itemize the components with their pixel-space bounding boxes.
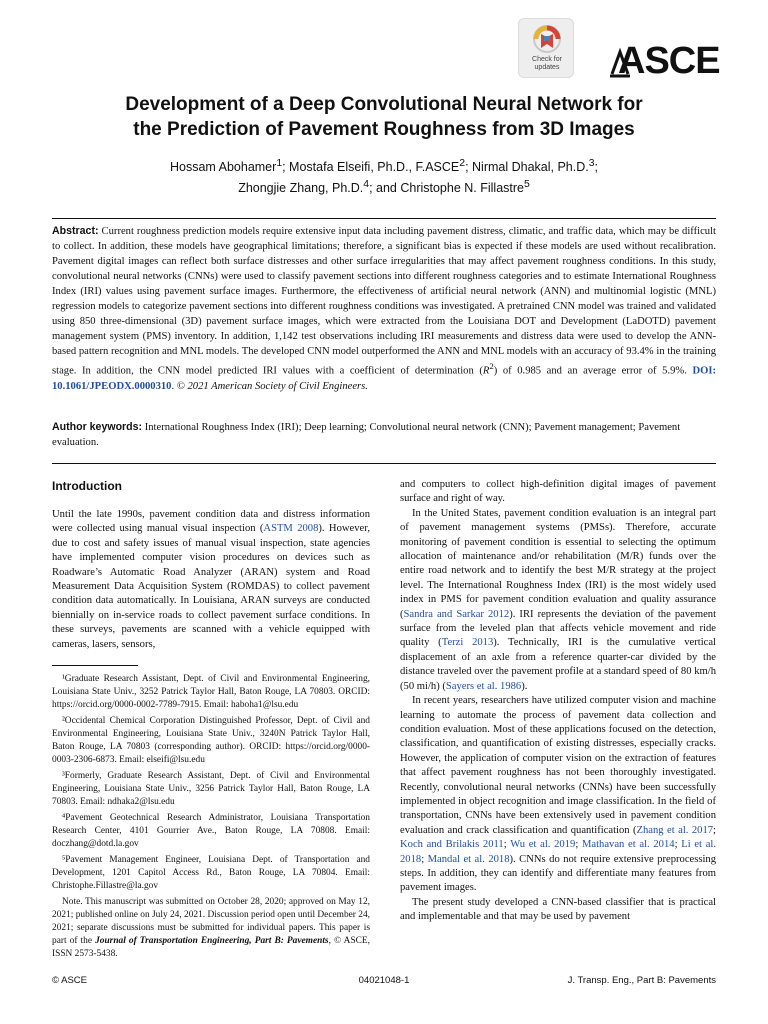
ref-li-2018[interactable]: Li et al. 2018 [400, 839, 717, 865]
page-footer [52, 975, 716, 989]
title-line-1: Development of a Deep Convolutional Neural Network for [125, 94, 643, 115]
footer-copyright: © ASCE [52, 975, 87, 986]
right-paragraph-1: In the United States, pavement condition evaluation is an integral part of pavement management systems (PMSs). Therefore, accurate monitoring of pavement condition is essential to selecting the optimum allocation of maintenance and/or rehabilitation (M/R) funds over the entire road network and to identify the best M/R strategy at the project level. The International Roughness Index (IRI) is the most widely used index in PMS for pavement condition evaluation and quality assurance (Sandra and Sarkar 2012). IRI represents the deviation of the pavement surface from the leveled plan that affects vehicle movement and ride quality (Terzi 2013). Technically, IRI is the cumulative vertical displacement of an axle from a reference quarter-car divided by the distance traveled over the pavement profile at a standard speed of 80 km/h (50 mi/h) (Sayers et al. 1986). [400, 507, 717, 692]
asce-logo [608, 42, 718, 82]
title-line-2: the Prediction of Pavement Roughness from 3D Images [133, 119, 635, 140]
ref-sayers-1986[interactable]: Sayers et al. 1986 [445, 680, 522, 692]
abstract: Abstract: Current roughness prediction models require extensive input data including pavement distress, climatic, and traffic data, which may be difficult to collect. In addition, these models have geographical limitations; therefore, a significant bias is expected if these models are used without recalibration. Pavement digital images can reflect both surface distresses and other surface irregularities that may affect pavement roughness conditions. In this study, convolutional neural networks (CNNs) were used to classify pavement sections into different roughness categories and to estimate International Roughness Index (IRI) values using pavement surface images. Furthermore, the effectiveness of artificial neural network (ANN) and multinomial logistic (MNL) regression models to categorize pavement sections into different roughness conditions was investigated. A pretrained CNN model was trained and validated using 850 three-dimensional (3D) pavement surface images, which were extracted from the Louisiana DOT and Development (LaDOTD) pavement management system (PMS) inventory. In addition, 1,142 test observations including IRI measurements and distress data were used to develop the ANN-based pattern recognition and MNL models. The developed CNN model outperformed the ANN and MNL models with an accuracy of 93.4% in the training stage. In addition, the CNN model predicted IRI values with a coefficient of determination $(R^2)$ of 0.985 and an average error of 5.9%. DOI: 10.1061/JPEODX.0000310. © 2021 American Society of Civil Engineers. [52, 225, 716, 392]
author-line-2: Zhongjie Zhang, Ph.D.$^4$; and Christophe N. Fillastre$^5$ [238, 179, 530, 196]
author-keywords [52, 420, 716, 450]
right-paragraph-0: and computers to collect high-definition digital images of pavement surface and right of way. [400, 479, 716, 505]
footnote-2: ²Occidental Chemical Corporation Distinguished Professor, Dept. of Civil and Environmental Engineering, Louisiana State Univ., 3240N Patrick Taylor Hall, Baton Rouge, LA 70803 (corresponding author). ORCID: https://orcid.org/0000-0003-2306-6873. Email: elseifi@lsu.edu [52, 716, 370, 766]
introduction-heading: Introduction [52, 479, 122, 493]
badge-label: Check for updates [532, 56, 562, 71]
crossmark-icon [532, 24, 562, 54]
abstract-label: Abstract: [52, 225, 99, 237]
footer-article-number: 04021048-1 [358, 975, 410, 986]
footer-journal: J. Transp. Eng., Part B: Pavements [567, 975, 716, 986]
abstract-copyright: © 2021 American Society of Civil Engineers. [176, 380, 368, 392]
footnote-rule [52, 665, 138, 666]
abstract-body: Current roughness prediction models require extensive input data including pavement distress, climatic, and traffic data, which may be difficult to collect. In addition, these models have geographical limitations; therefore, a significant bias is expected if these models are used without recalibration. Pavement digital images can reflect both surface distresses and other surface irregularities that may affect pavement roughness conditions. In this study, convolutional neural networks (CNNs) were used to classify pavement sections into different roughness categories and to estimate International Roughness Index (IRI) values using pavement surface images. Furthermore, the effectiveness of artificial neural network (ANN) and multinomial logistic (MNL) regression models to categorize pavement sections into different roughness conditions was investigated. A pretrained CNN model was trained and validated using 850 three-dimensional (3D) pavement surface images, which were extracted from the Louisiana DOT and Development (LaDOTD) pavement management system (PMS) inventory. In addition, 1,142 test observations including IRI measurements and distress data were used to develop the ANN-based pattern recognition and MNL models. The developed CNN model outperformed the ANN and MNL models with an accuracy of 93.4% in the training stage. In addition, the CNN model predicted IRI values with a coefficient of determination ( [52, 226, 716, 377]
paper-title [40, 92, 728, 142]
ref-wu-2019[interactable]: Wu et al. 2019 [510, 839, 576, 851]
check-for-updates-badge[interactable] [518, 18, 574, 78]
intro-paragraph-1: Until the late 1990s, pavement condition data and distress information were collected using manual visual inspection (ASTM 2008). However, due to cost and safety issues of manual visual inspection, state agencies have implemented computer vision procedures on devices such as Roadware’s Automatic Road Analyzer (ARAN) system and Road Measurement Data Acquisition System (ROMDAS) to collect pavement condition data automatically. In Louisiana, ARAN surveys are conducted biennially on in-service roads to collect pavement surface conditions. In these surveys, pavements are scanned with a vehicle equipped with cameras, lasers, sensors, [52, 509, 370, 650]
asce-logo-text: ASCE [618, 40, 720, 82]
abstract-top-rule [52, 218, 716, 219]
ref-terzi-2013[interactable]: Terzi 2013 [441, 637, 494, 649]
ref-astm-2008[interactable]: ASTM 2008 [263, 523, 319, 535]
right-paragraph-2: In recent years, researchers have utilized computer vision and machine learning to automate the process of pavement data collection and condition evaluation. Most of these applications focused on the detection, classification, and quantification of existing distresses, especially cracks. However, the application of computer vision on the extraction of features that affect pavement roughness has not been thoroughly investigated. Recently, convolutional neural networks (CNNs) have been successfully implemented in object recognition and image classification. In the field of transportation, CNNs have been extensively used in pavement condition evaluation and crack classification and quantification (Zhang et al. 2017; Koch and Brilakis 2011; Wu et al. 2019; Mathavan et al. 2014; Li et al. 2018; Mandal et al. 2018). CNNs do not require extensive preprocessing steps. In addition, they can identify and differentiate many features from pavement images. [400, 695, 717, 894]
footnote-1: ¹Graduate Research Assistant, Dept. of Civil and Environmental Engineering, Louisiana State Univ., 3252 Patrick Taylor Hall, Baton Rouge, LA 70803. ORCID: https://orcid.org/0000-0002-7789-7915. Email: haboha1@lsu.edu [52, 674, 370, 711]
abstract-bottom-rule [52, 463, 716, 464]
author-list [40, 155, 728, 197]
right-paragraph-3: The present study developed a CNN-based classifier that is practical and implementable and that may be used by pavement [400, 896, 716, 923]
footnote-5: ⁵Pavement Management Engineer, Louisiana Dept. of Transportation and Development, 1201 Capitol Access Rd., Baton Rouge, LA 70804. Email: Christophe.Fillastre@la.gov [52, 855, 370, 892]
ref-koch-brilakis-2011[interactable]: Koch and Brilakis 2011 [400, 839, 504, 851]
left-column [52, 478, 370, 964]
keywords-label: Author keywords: [52, 421, 143, 433]
ref-sandra-sarkar-2012[interactable]: Sandra and Sarkar 2012 [403, 608, 510, 620]
ref-mathavan-2014[interactable]: Mathavan et al. 2014 [581, 839, 675, 851]
keywords-text: International Roughness Index (IRI); Deep learning; Convolutional neural network (CNN); Pavement management; Pavement evaluation. [52, 422, 681, 448]
footnote-4: ⁴Pavement Geotechnical Research Administrator, Louisiana Transportation Research Center, 4101 Gourrier Ave., Baton Rouge, LA 70808. Email: doczhang@dotd.la.gov [52, 813, 370, 850]
right-column [400, 478, 716, 925]
doi-link[interactable]: 10.1061/JPEODX.0000310 [52, 380, 172, 392]
doi-label: DOI: [692, 365, 716, 377]
author-line-1: Hossam Abohamer$^1$; Mostafa Elseifi, Ph.D., F.ASCE$^2$; Nirmal Dhakal, Ph.D.$^3$; [170, 158, 598, 175]
ref-zhang-2017[interactable]: Zhang et al. 2017 [636, 824, 714, 836]
journal-name: Journal of Transportation Engineering, Part B: Pavements [95, 936, 329, 947]
footnote-3: ³Formerly, Graduate Research Assistant, Dept. of Civil and Environmental Engineering, Louisiana State Univ., 3256 Patrick Taylor Hall, Baton Rouge, LA 70803. Email: ndhaka2@lsu.edu [52, 771, 370, 808]
manuscript-note: Note. This manuscript was submitted on October 28, 2020; approved on May 12, 2021; published online on July 24, 2021. Discussion period open until December 24, 2021; separate discussions must be submitted for individual papers. This paper is part of the Journal of Transportation Engineering, Part B: Pavements, © ASCE, ISSN 2573-5438. [52, 897, 370, 960]
ref-mandal-2018[interactable]: Mandal et al. 2018 [427, 853, 510, 865]
